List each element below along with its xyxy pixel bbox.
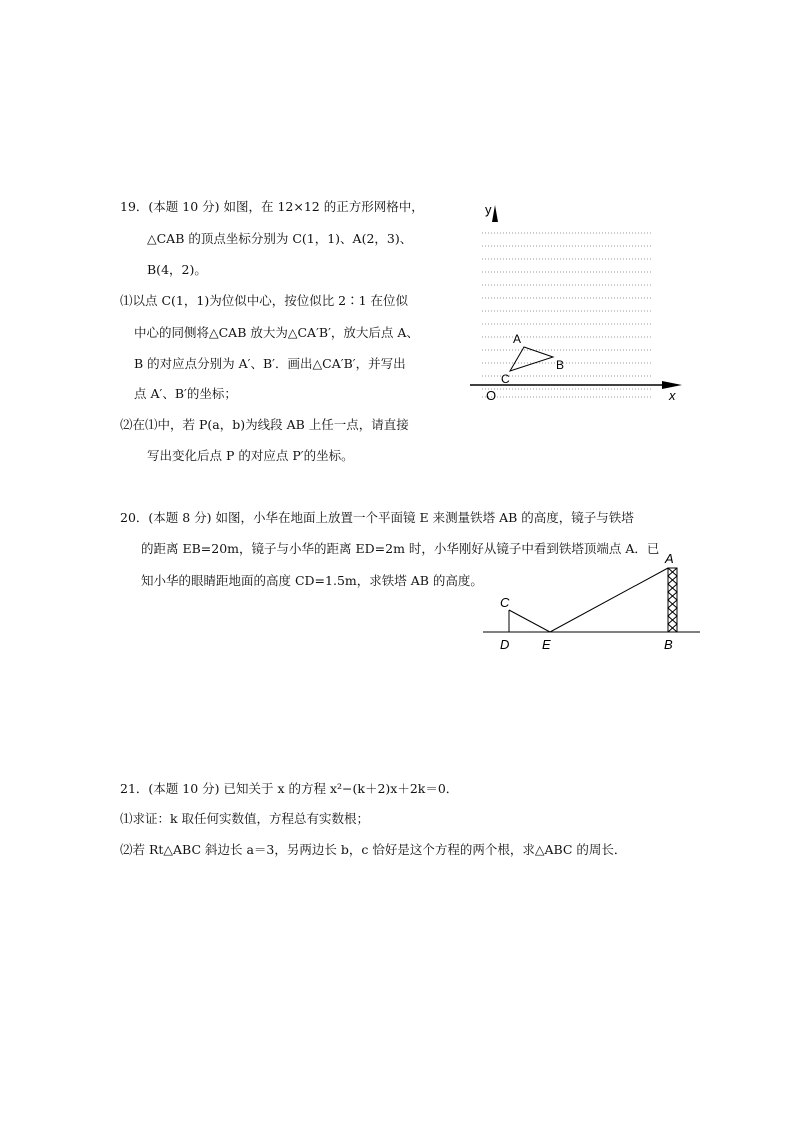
label-point-b: B xyxy=(556,358,565,372)
q19-line-6: B 的对应点分别为 A′、B′．画出△CA′B′，并写出 xyxy=(134,356,406,371)
q20-line-1: 20．(本题 8 分) 如图，小华在地面上放置一个平面镜 E 来测量铁塔 AB 的高度，镜子与铁塔 xyxy=(120,510,634,525)
q20-tower-figure xyxy=(480,548,705,658)
q19-line-5: 中心的同侧将△CAB 放大为△CA′B′，放大后点 A、 xyxy=(134,325,419,340)
label-a: A xyxy=(665,551,674,566)
q20-line-3: 知小华的眼睛距地面的高度 CD=1.5m，求铁塔 AB 的高度。 xyxy=(141,573,483,588)
q21-line-3: ⑵若 Rt△ABC 斜边长 a＝3，另两边长 b，c 恰好是这个方程的两个根，求△ABC 的周长． xyxy=(120,842,627,857)
label-y: y xyxy=(485,202,492,217)
q21-line-1: 21．(本题 10 分) 已知关于 x 的方程 x²−(k＋2)x＋2k＝0． xyxy=(120,781,459,796)
label-e: E xyxy=(542,637,551,652)
q19-line-3: B(4，2)。 xyxy=(147,262,207,277)
triangle-cab xyxy=(510,347,553,371)
q19-line-1: 19．(本题 10 分) 如图，在 12×12 的正方形网格中， xyxy=(120,199,424,214)
tower xyxy=(668,568,677,632)
q21-line-2: ⑴求证：k 取任何实数值，方程总有实数根； xyxy=(120,811,370,826)
label-b: B xyxy=(664,637,673,652)
label-point-c: C xyxy=(501,372,510,386)
q19-line-2: △CAB 的顶点坐标分别为 C(1，1)、A(2，3)、 xyxy=(147,231,413,246)
label-point-a: A xyxy=(513,332,522,346)
label-origin: O xyxy=(486,388,497,403)
label-c: C xyxy=(500,595,510,610)
y-axis-arrow xyxy=(492,205,498,222)
label-x: x xyxy=(669,388,676,403)
q19-line-7: 点 A′、B′的坐标； xyxy=(134,386,237,401)
q20-line-2: 的距离 EB=20m，镜子与小华的距离 ED=2m 时，小华刚好从镜子中看到铁塔顶端点 A．已 xyxy=(141,541,660,556)
q19-line-9: 写出变化后点 P 的对应点 P′的坐标。 xyxy=(147,448,354,463)
q19-line-4: ⑴以点 C(1，1)为位似中心，按位似比 2∶1 在位似 xyxy=(120,293,409,308)
segment-ce xyxy=(509,610,550,632)
q19-line-8: ⑵在⑴中，若 P(a，b)为线段 AB 上任一点，请直接 xyxy=(120,417,409,432)
q19-grid-figure xyxy=(462,195,692,410)
label-d: D xyxy=(500,637,510,652)
segment-ea xyxy=(550,568,668,632)
